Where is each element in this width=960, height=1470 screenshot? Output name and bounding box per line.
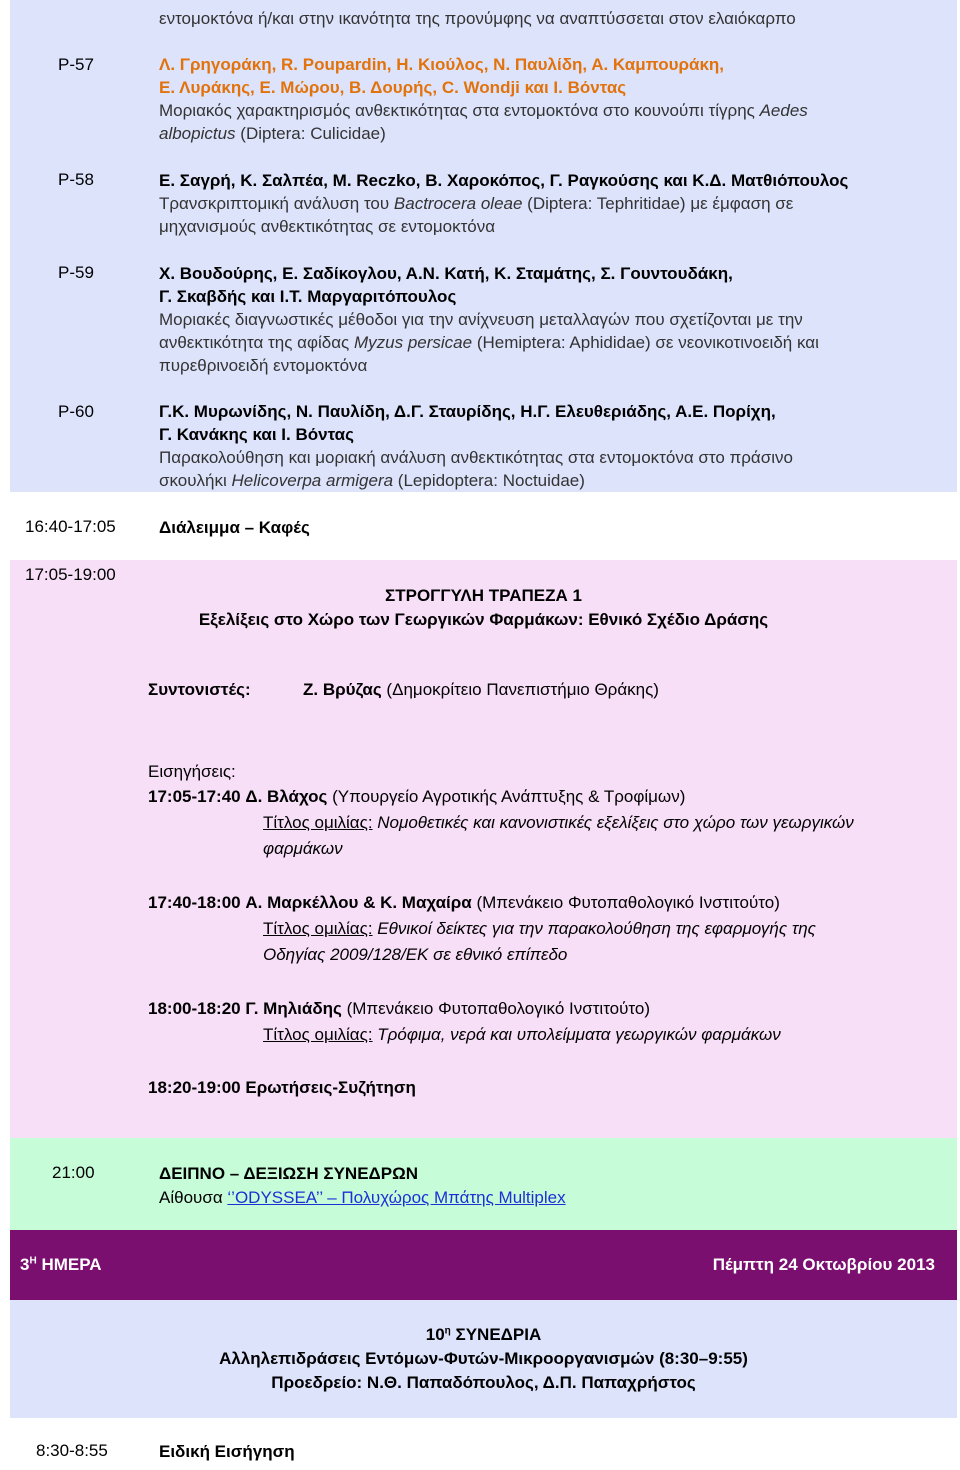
previous-poster-title-end: εντομοκτόνα ή/και στην ικανότητα της προνύμφης να αναπτύσσεται στον ελαιόκαρπο [159,9,796,28]
day-title: $3^H$ ΗΜΕΡΑ [20,1255,102,1274]
poster-title: σκουλήκι Helicoverpa armigera (Lepidoptera: Noctuidae) [159,471,585,490]
coordinators-label: Συντονιστές: [148,680,251,699]
roundtable-band [10,560,957,1138]
poster-authors: Γ. Κανάκης και Ι. Βόντας [159,425,354,444]
session-number: $10^\eta$ ΣΥΝΕΔΡΙΑ [425,1325,542,1344]
poster-title: μηχανισμούς ανθεκτικότητας σε εντομοκτόνα [159,217,496,236]
roundtable-heading: ΣΤΡΟΓΓΥΛΗ ΤΡΑΠΕΖΑ 1 [385,586,582,605]
poster-title: Παρακολούθηση και μοριακή ανάλυση ανθεκτικότητας στα εντομοκτόνα στο πράσινο [159,448,793,467]
venue-link[interactable]: ‘’ODYSSEA’’ – Πολυχώρος Μπάτης Multiplex [227,1188,566,1207]
talk-entry: 17:05-17:40 Δ. Βλάχος (Υπουργείο Αγροτικής Ανάπτυξης & Τροφίμων) [148,787,686,806]
dinner-venue: Αίθουσα ‘’ODYSSEA’’ – Πολυχώρος Μπάτης Multiplex [159,1188,566,1207]
dinner-label: ΔΕΙΠΝΟ – ΔΕΞΙΩΣΗ ΣΥΝΕΔΡΩΝ [159,1164,419,1183]
poster-title: Μοριακές διαγνωστικές μέθοδοι για την ανίχνευση μεταλλαγών που σχετίζονται με την [159,310,803,329]
qa-entry: 18:20-19:00 Ερωτήσεις-Συζήτηση [148,1078,416,1097]
poster-title: πυρεθρινοειδή εντομοκτόνα [159,356,368,375]
poster-title: albopictus (Diptera: Culicidae) [159,124,386,143]
talk-title: Τίτλος ομιλίας: Τρόφιμα, νερά και υπολείμματα γεωργικών φαρμάκων [263,1025,781,1044]
talk-entry: 17:40-18:00 Α. Μαρκέλλου & Κ. Μαχαίρα (Μπενάκειο Φυτοπαθολογικό Ινστιτούτο) [148,893,780,912]
poster-authors: Λ. Γρηγοράκη, R. Poupardin, Η. Κιούλος, Ν. Παυλίδη, Α. Καμπουράκη, [159,55,725,74]
poster-code: P-60 [58,402,94,421]
poster-authors: Χ. Βουδούρης, Ε. Σαδίκογλου, Α.Ν. Κατή, Κ. Σταμάτης, Σ. Γουντουδάκη, [159,264,733,283]
coordinator: Ζ. Βρύζας (Δημοκρίτειο Πανεπιστήμιο Θράκης) [303,680,659,699]
dinner-time: 21:00 [52,1163,95,1182]
speakers-label: Εισηγήσεις: [148,762,236,781]
talk-title: Τίτλος ομιλίας: Νομοθετικές και κανονιστικές εξελίξεις στο χώρο των γεωργικών [263,813,854,832]
roundtable-time: 17:05-19:00 [25,565,116,584]
poster-code: P-58 [58,170,94,189]
talk-title: Τίτλος ομιλίας: Εθνικοί δείκτες για την παρακολούθηση της εφαρμογής της [263,919,816,938]
special-talk-time: 8:30-8:55 [36,1441,108,1460]
day-date: Πέμπτη 24 Οκτωβρίου 2013 [712,1255,935,1274]
talk-title-cont: φαρμάκων [263,839,343,858]
poster-code: P-59 [58,263,94,282]
special-talk-label: Ειδική Εισήγηση [159,1442,295,1461]
poster-title: Τρανσκριπτομική ανάλυση του Bactrocera oleae (Diptera: Tephritidae) με έμφαση σε [159,194,794,213]
session-chairs: Προεδρείο: Ν.Θ. Παπαδόπουλος, Δ.Π. Παπαχρήστος [271,1373,696,1392]
break-label: Διάλειμμα – Καφές [159,518,310,537]
break-time: 16:40-17:05 [25,517,116,536]
talk-entry: 18:00-18:20 Γ. Μηλιάδης (Μπενάκειο Φυτοπαθολογικό Ινστιτούτο) [148,999,651,1018]
session-title: Αλληλεπιδράσεις Εντόμων-Φυτών-Μικροοργανισμών (8:30–9:55) [219,1349,748,1368]
talk-title-cont: Οδηγίας 2009/128/ΕΚ σε εθνικό επίπεδο [263,945,568,964]
dinner-band [10,1138,957,1230]
poster-authors: Γ.Κ. Μυρωνίδης, Ν. Παυλίδη, Δ.Γ. Σταυρίδης, Η.Γ. Ελευθεριάδης, Α.Ε. Πορίχη, [159,402,776,421]
poster-authors: Ε. Λυράκης, Ε. Μώρου, Β. Δουρής, C. Wondji και Ι. Βόντας [159,78,627,97]
poster-title: ανθεκτικότητα της αφίδας Myzus persicae (Hemiptera: Aphididae) σε νεονικοτινοειδή και [159,333,819,352]
poster-authors: Γ. Σκαβδής και Ι.Τ. Μαργαριτόπουλος [159,287,457,306]
poster-code: P-57 [58,55,94,74]
roundtable-subheading: Εξελίξεις στο Χώρο των Γεωργικών Φαρμάκων: Εθνικό Σχέδιο Δράσης [198,610,769,629]
poster-authors: Ε. Σαγρή, Κ. Σαλπέα, M. Reczko, Β. Χαροκόπος, Γ. Ραγκούσης και Κ.Δ. Ματθιόπουλος [159,171,849,190]
poster-title: Μοριακός χαρακτηρισμός ανθεκτικότητας στα εντομοκτόνα στο κουνούπι τίγρης Aedes [159,101,808,120]
